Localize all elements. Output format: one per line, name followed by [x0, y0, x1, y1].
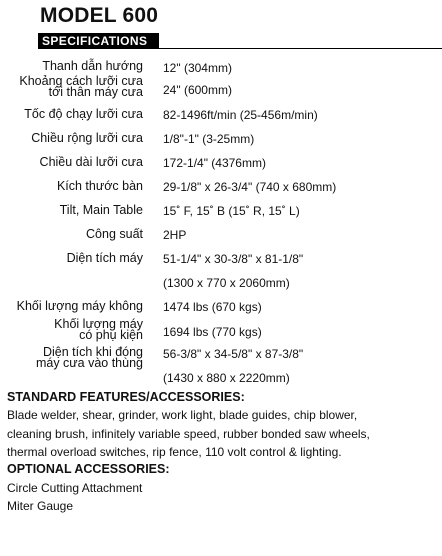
spec-row-speed [0, 108, 442, 130]
spec-value: (1300 x 770 x 2060mm) [163, 276, 290, 290]
spec-label: Chiều dài lưỡi cưa [39, 155, 143, 169]
spec-value: 172-1/4" (4376mm) [163, 156, 266, 170]
spec-value: 24" (600mm) [163, 83, 232, 97]
spec-label: Khoảng cách lưỡi cưa tới thân máy cưa [19, 74, 143, 99]
spec-row-tilt [0, 204, 442, 226]
standard-features-title: STANDARD FEATURES/ACCESSORIES: [7, 390, 245, 404]
header-rule [159, 48, 442, 49]
spec-row-table-size [0, 180, 442, 202]
specifications-header: SPECIFICATIONS [38, 33, 159, 49]
standard-features-line: thermal overload switches, rip fence, 110 volt control & lighting. [7, 445, 342, 459]
spec-value: (1430 x 880 x 2220mm) [163, 371, 290, 385]
spec-row-blade-width [0, 132, 442, 154]
spec-label: Thanh dẫn hướng [42, 59, 143, 73]
spec-label: Công suất [86, 227, 143, 241]
optional-accessory-item: Miter Gauge [7, 499, 74, 513]
spec-row-power [0, 228, 442, 250]
spec-value: 82-1496ft/min (25-456m/min) [163, 108, 318, 122]
spec-value: 56-3/8" x 34-5/8" x 87-3/8" [163, 347, 304, 361]
spec-label: Tốc độ chạy lưỡi cưa [24, 107, 143, 121]
spec-label: Chiều rộng lưỡi cưa [31, 131, 143, 145]
optional-accessories-title: OPTIONAL ACCESSORIES: [7, 462, 170, 476]
spec-value: 1474 lbs (670 kgs) [163, 300, 262, 314]
spec-value: 2HP [163, 228, 187, 242]
spec-value: 15˚ F, 15˚ B (15˚ R, 15˚ L) [163, 204, 300, 218]
spec-label: Diện tích khi đóng máy cưa vào thùng [35, 345, 143, 370]
spec-label: Khối lượng máy không [16, 299, 143, 313]
spec-label: Kích thước bàn [56, 179, 143, 193]
standard-features-line: cleaning brush, infinitely variable speed, rubber bonded saw wheels, [7, 427, 370, 441]
spec-label: Khối lượng máy có phụ kiện [54, 317, 143, 342]
spec-value: 12" (304mm) [163, 61, 232, 75]
spec-label: Diện tích máy [66, 251, 143, 265]
spec-row-throat [0, 76, 442, 98]
spec-label: Tilt, Main Table [59, 203, 143, 217]
spec-row-gross-weight [0, 319, 442, 341]
spec-value: 29-1/8" x 26-3/4" (740 x 680mm) [163, 180, 337, 194]
spec-row-machine-size [0, 252, 442, 274]
optional-accessory-item: Circle Cutting Attachment [7, 481, 143, 495]
spec-value: 1694 lbs (770 kgs) [163, 325, 262, 339]
spec-value: 51-1/4" x 30-3/8" x 81-1/8" [163, 252, 304, 266]
spec-row-crate-size [0, 347, 442, 369]
model-title: MODEL 600 [40, 4, 159, 27]
spec-value: 1/8"-1" (3-25mm) [163, 132, 255, 146]
standard-features-line: Blade welder, shear, grinder, work light, blade guides, chip blower, [7, 408, 358, 422]
spec-row-machine-size-metric [0, 276, 442, 298]
spec-row-blade-length [0, 156, 442, 178]
